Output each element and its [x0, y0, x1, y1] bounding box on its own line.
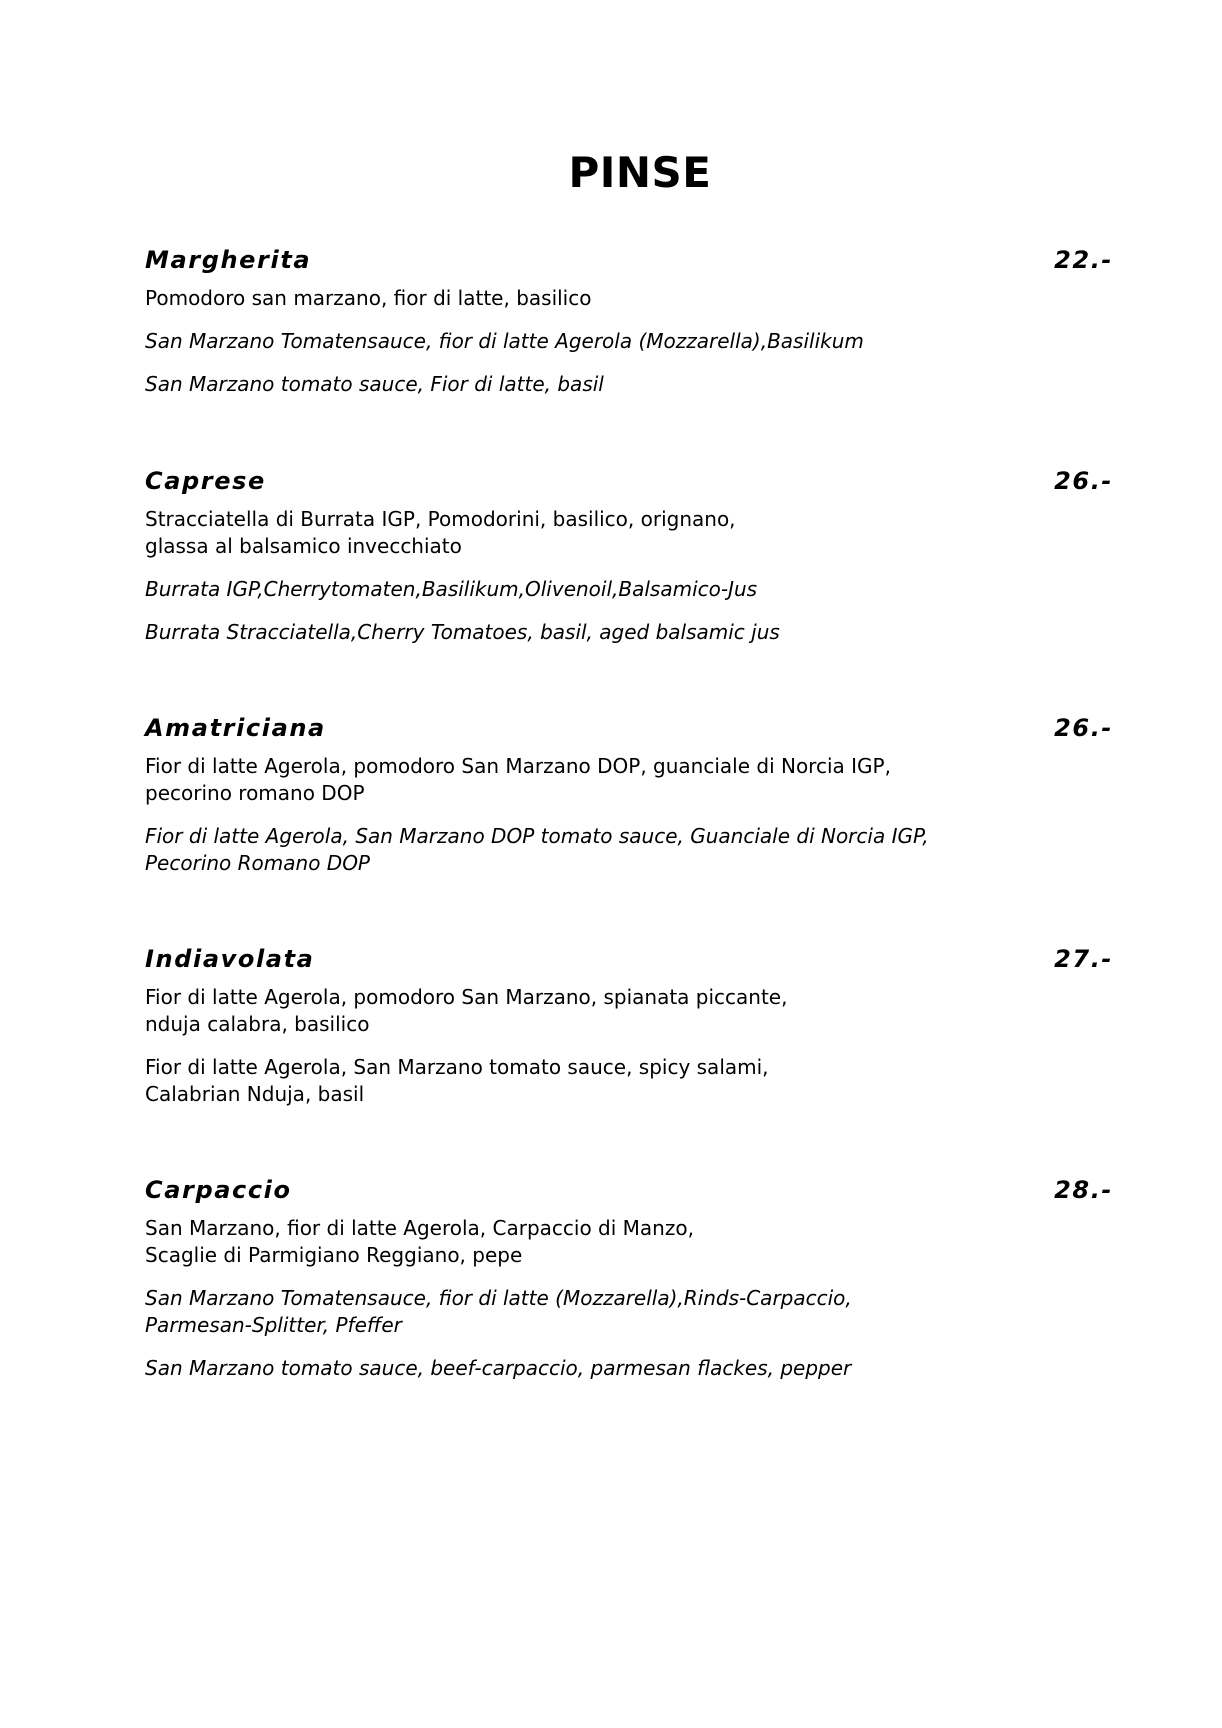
- description-german: [145, 1285, 1113, 1339]
- description-line: Pomodoro san marzano, fior di latte, basilico: [145, 286, 592, 310]
- item-header: [145, 941, 1113, 979]
- item-description: [145, 984, 1113, 1108]
- item-name: Margherita: [145, 246, 312, 274]
- description-line: Fior di latte Agerola, San Marzano tomato sauce, spicy salami,: [145, 1055, 769, 1079]
- menu-item-margherita: [145, 242, 1113, 398]
- description-italian: [145, 984, 1113, 1038]
- menu-item-indiavolata: [145, 941, 1113, 1108]
- item-header: [145, 710, 1113, 748]
- item-description: [145, 506, 1113, 646]
- description-line: glassa al balsamico invecchiato: [145, 534, 462, 558]
- item-description: [145, 753, 1113, 877]
- item-description: [145, 1215, 1113, 1382]
- description-italian: [145, 753, 1113, 807]
- item-header: [145, 463, 1113, 501]
- description-line: Parmesan-Splitter, Pfeffer: [145, 1313, 402, 1337]
- item-price: 26.-: [1054, 467, 1113, 495]
- description-line: Scaglie di Parmigiano Reggiano, pepe: [145, 1243, 523, 1267]
- description-line: Burrata IGP,Cherrytomaten,Basilikum,Olivenoil,Balsamico-Jus: [145, 577, 758, 601]
- item-price: 28.-: [1054, 1176, 1113, 1204]
- description-line: Fior di latte Agerola, San Marzano DOP tomato sauce, Guanciale di Norcia IGP,: [145, 824, 929, 848]
- description-line: San Marzano, fior di latte Agerola, Carpaccio di Manzo,: [145, 1216, 694, 1240]
- menu-item-carpaccio: [145, 1172, 1113, 1382]
- page-title: PINSE: [568, 148, 712, 197]
- menu-item-caprese: [145, 463, 1113, 646]
- description-english: [145, 823, 1113, 877]
- description-line: Burrata Stracciatella,Cherry Tomatoes, basil, aged balsamic jus: [145, 620, 780, 644]
- item-header: [145, 1172, 1113, 1210]
- description-italian: [145, 285, 1113, 312]
- description-line: San Marzano tomato sauce, Fior di latte, basil: [145, 372, 604, 396]
- item-price: 27.-: [1054, 945, 1113, 973]
- description-line: Fior di latte Agerola, pomodoro San Marzano, spianata piccante,: [145, 985, 788, 1009]
- menu-item-amatriciana: [145, 710, 1113, 877]
- item-name: Amatriciana: [145, 714, 326, 742]
- description-english: [145, 371, 1113, 398]
- item-header: [145, 242, 1113, 280]
- item-price: 26.-: [1054, 714, 1113, 742]
- description-line: San Marzano Tomatensauce, fior di latte Agerola (Mozzarella),Basilikum: [145, 329, 864, 353]
- description-english: [145, 1355, 1113, 1382]
- description-german: [145, 328, 1113, 355]
- item-name: Caprese: [145, 467, 266, 495]
- description-line: San Marzano tomato sauce, beef-carpaccio, parmesan flackes, pepper: [145, 1356, 852, 1380]
- description-line: Stracciatella di Burrata IGP, Pomodorini, basilico, orignano,: [145, 507, 736, 531]
- item-name: Indiavolata: [145, 945, 315, 973]
- description-line: Pecorino Romano DOP: [145, 851, 370, 875]
- description-line: pecorino romano DOP: [145, 781, 365, 805]
- description-line: nduja calabra, basilico: [145, 1012, 370, 1036]
- item-price: 22.-: [1054, 246, 1113, 274]
- item-description: [145, 285, 1113, 398]
- description-english: [145, 1054, 1113, 1108]
- description-line: Calabrian Nduja, basil: [145, 1082, 365, 1106]
- item-name: Carpaccio: [145, 1176, 292, 1204]
- description-line: Fior di latte Agerola, pomodoro San Marzano DOP, guanciale di Norcia IGP,: [145, 754, 891, 778]
- description-italian: [145, 1215, 1113, 1269]
- description-italian: [145, 506, 1113, 560]
- description-line: San Marzano Tomatensauce, fior di latte (Mozzarella),Rinds-Carpaccio,: [145, 1286, 852, 1310]
- description-english: [145, 619, 1113, 646]
- description-german: [145, 576, 1113, 603]
